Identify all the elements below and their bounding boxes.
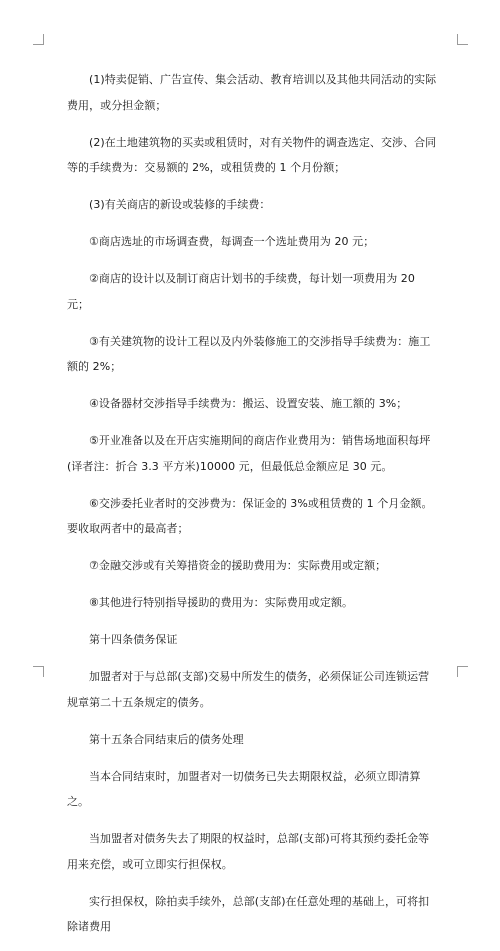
crop-mark-top-right <box>457 34 468 45</box>
crop-mark-bottom-right <box>457 666 468 677</box>
paragraph-item-3: ③有关建筑物的设计工程以及内外装修施工的交涉指导手续费为：施工额的 2%； <box>67 334 431 373</box>
paragraph-item-4: ④设备器材交涉指导手续费为：搬运、设置安装、施工额的 3%； <box>89 397 408 410</box>
article-15-body-2: 当加盟者对债务失去了期限的权益时，总部(支部)可将其预约委托金等用来充偿，或可立即实行担保权。 <box>67 832 430 871</box>
paragraph-item-7: ⑦金融交涉或有关筹措资金的援助费用为：实际费用或定额； <box>89 559 387 572</box>
crop-mark-top-left <box>33 34 44 45</box>
article-15-body-1: 当本合同结束时，加盟者对一切债务已失去期限权益，必须立即清算之。 <box>67 769 421 808</box>
paragraph-item-1: ①商店选址的市场调查费，每调查一个选址费用为 20 元； <box>89 235 375 248</box>
article-14-heading: 第十四条债务保证 <box>89 633 178 646</box>
paragraph-item-2: ②商店的设计以及制订商店计划书的手续费，每计划一项费用为 20 元； <box>67 272 415 311</box>
article-15-heading: 第十五条合同结束后的债务处理 <box>89 732 244 746</box>
article-15-body-3: 实行担保权，除拍卖手续外，总部(支部)在任意处理的基础上，可将扣除诸费用 <box>67 894 430 933</box>
paragraph-item-5: ⑤开业准备以及在开店实施期间的商店作业费用为：销售场地面积每坪(译者注：折合 3.3 平方米)10000 元，但最低总金额应足 30 元。 <box>67 434 431 473</box>
paragraph-item-8: ⑧其他进行特别指导援助的费用为：实际费用或定额。 <box>89 596 354 609</box>
paragraph-fee-store-setup: (3)有关商店的新设或装修的手续费： <box>89 198 271 211</box>
crop-mark-bottom-left <box>33 666 44 677</box>
paragraph-fee-promotion: (1)特卖促销、广告宣传、集会活动、教育培训以及其他共同活动的实际费用，或分担金额； <box>67 73 437 112</box>
document-body <box>67 67 439 951</box>
article-14-body: 加盟者对于与总部(支部)交易中所发生的债务，必须保证公司连锁运营规章第二十五条规定的债务。 <box>67 670 430 709</box>
paragraph-item-6: ⑥交涉委托业者时的交涉费为：保证金的 3%或租赁费的 1 个月金额。要收取两者中的最高者； <box>67 496 433 535</box>
paragraph-fee-real-estate: (2)在土地建筑物的买卖或租赁时，对有关物件的调查选定、交涉、合同等的手续费为：交易额的 2%，或租赁费的 1 个月份额； <box>67 135 437 174</box>
